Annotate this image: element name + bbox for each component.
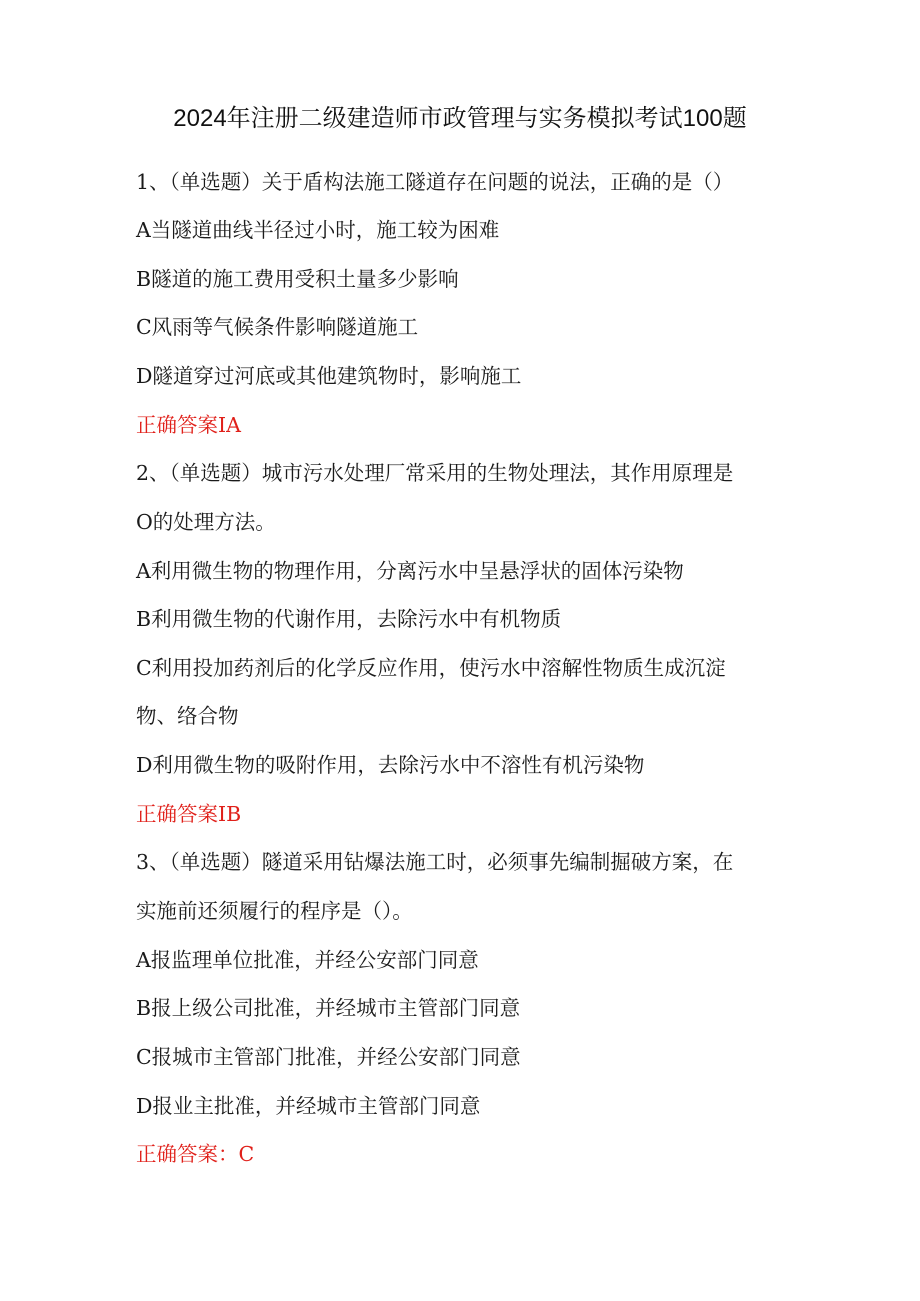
question-2-option-c: C利用投加药剂后的化学反应作用，使污水中溶解性物质生成沉淀: [136, 656, 726, 680]
question-2-option-c-continued: 物、络合物: [136, 704, 239, 728]
question-2-option-b: B利用微生物的代谢作用，去除污水中有机物质: [136, 607, 562, 631]
question-2-option-d: D利用微生物的吸附作用，去除污水中不溶性有机污染物: [136, 753, 645, 777]
question-1-stem: 1、（单选题）关于盾构法施工隧道存在问题的说法，正确的是（）: [136, 170, 734, 194]
question-2-stem-line-1: 2、（单选题）城市污水处理厂常采用的生物处理法，其作用原理是: [136, 461, 734, 485]
question-1-option-b: B隧道的施工费用受积土量多少影响: [136, 267, 459, 291]
question-1-option-d: D隧道穿过河底或其他建筑物时，影响施工: [136, 364, 522, 388]
question-3-option-c: C报城市主管部门批准，并经公安部门同意: [136, 1045, 521, 1069]
question-3-option-a: A报监理单位批准，并经公安部门同意: [136, 948, 479, 972]
question-3-option-b: B报上级公司批准，并经城市主管部门同意: [136, 996, 521, 1020]
question-2-option-a: A利用微生物的物理作用，分离污水中呈悬浮状的固体污染物: [136, 559, 684, 583]
document-title: 2024年注册二级建造师市政管理与实务模拟考试100题: [173, 105, 747, 132]
question-1-answer: 正确答案IA: [136, 413, 241, 437]
question-3-stem-line-2: 实施前还须履行的程序是（）。: [136, 899, 413, 923]
question-3-stem-line-1: 3、（单选题）隧道采用钻爆法施工时，必须事先编制掘破方案，在: [136, 850, 734, 874]
question-1-option-a: A当隧道曲线半径过小时，施工较为困难: [136, 218, 500, 242]
question-1-option-c: C风雨等气候条件影响隧道施工: [136, 315, 419, 339]
question-2-answer: 正确答案IB: [136, 802, 242, 826]
question-3-answer: 正确答案：C: [136, 1142, 255, 1166]
question-3-option-d: D报业主批准，并经城市主管部门同意: [136, 1094, 481, 1118]
question-2-stem-line-2: O的处理方法。: [136, 510, 276, 534]
